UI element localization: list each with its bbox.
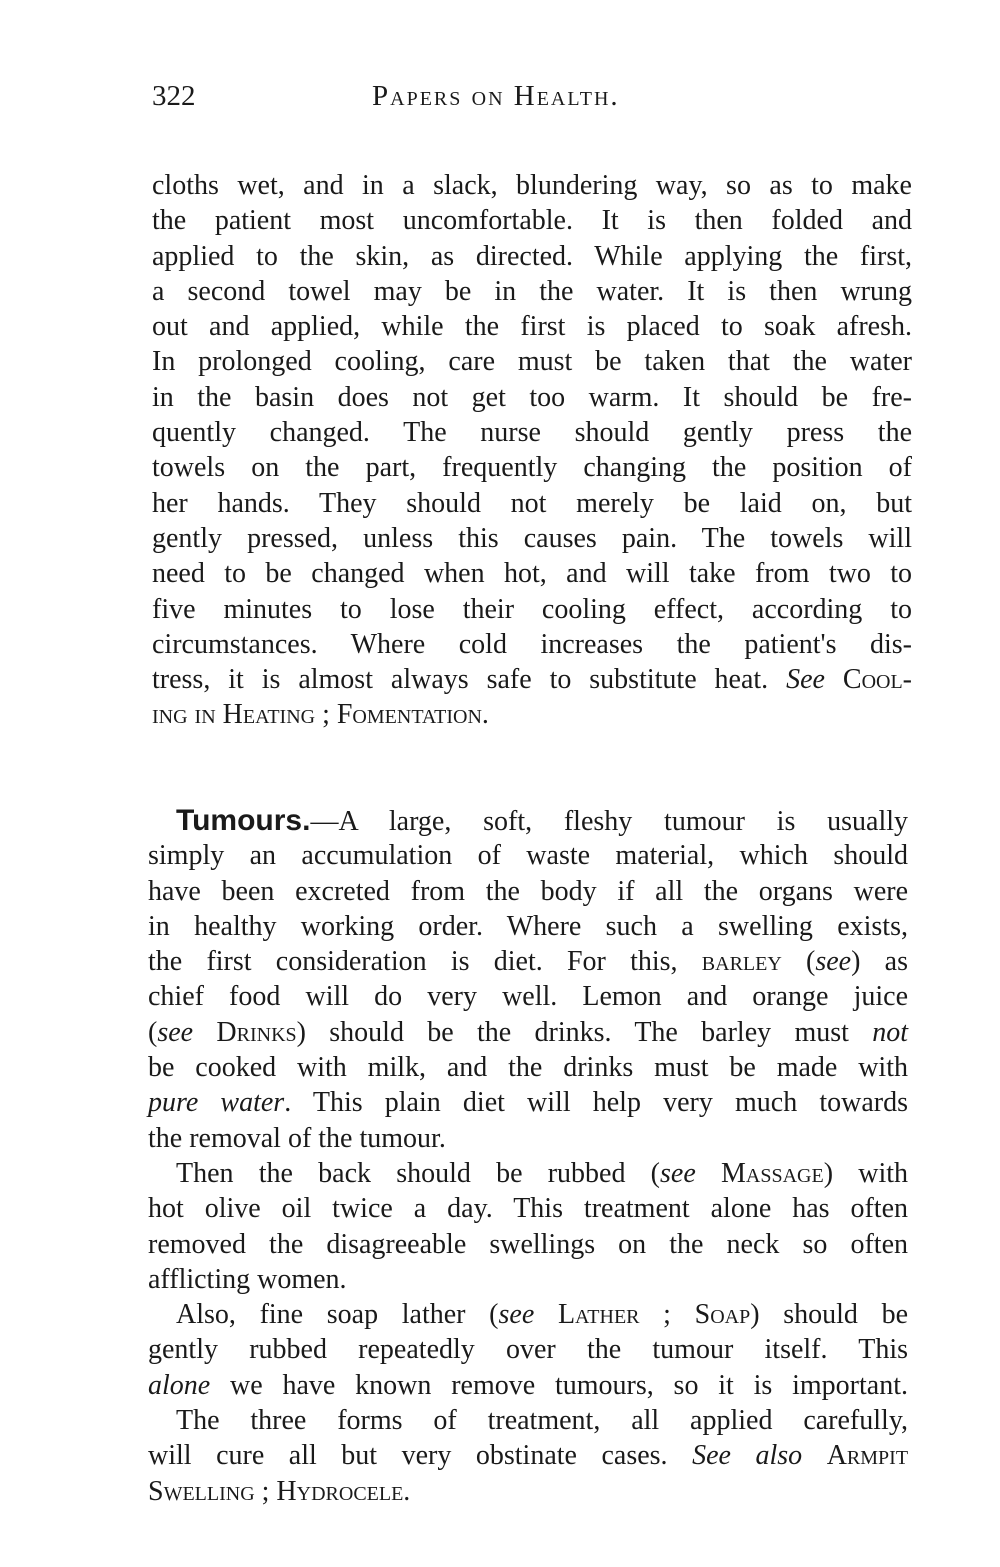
text-line — [152, 415, 912, 450]
text-line — [148, 838, 908, 873]
italic-text: see — [660, 1157, 696, 1189]
text-line — [152, 380, 912, 415]
text-line — [148, 909, 908, 944]
text-run: have been excreted from the body if all the organs were — [148, 875, 908, 907]
text-run — [193, 1017, 216, 1048]
text-run — [696, 1158, 721, 1189]
text-line — [148, 1474, 908, 1509]
text-run: gently rubbed repeatedly over the tumour itself. This — [148, 1334, 908, 1366]
cross-reference: Lather ; Soap — [557, 1299, 751, 1331]
italic-text: see — [157, 1016, 194, 1048]
text-run: out and applied, while the first is placed to soak afresh. — [152, 311, 912, 343]
text-line — [148, 1191, 908, 1226]
text-run: be cooked with milk, and the drinks must be made with — [148, 1052, 908, 1084]
text-line — [148, 1156, 908, 1191]
text-run: five minutes to lose their cooling effect, according to — [152, 593, 912, 625]
cross-reference: Massage — [721, 1157, 824, 1189]
text-line — [152, 486, 912, 521]
text-line — [148, 1050, 908, 1085]
text-run — [802, 1440, 827, 1471]
text-line — [148, 1262, 908, 1297]
text-run: ( — [148, 1016, 158, 1048]
text-line — [152, 239, 912, 274]
page-number: 322 — [152, 80, 196, 112]
entry-tumours — [148, 803, 908, 1509]
text-run: gently pressed, unless this causes pain. The towels will — [152, 522, 912, 554]
text-line — [152, 662, 912, 697]
text-run: ) as — [851, 946, 909, 978]
text-line — [148, 1368, 908, 1403]
text-line — [148, 1085, 908, 1120]
text-run: Then the back should be rubbed ( — [176, 1157, 661, 1189]
text-run: the first consideration is diet. For this, — [148, 946, 702, 978]
paragraph-cooling — [152, 168, 912, 733]
text-run: circumstances. Where cold increases the patient's dis- — [152, 628, 912, 660]
text-run: applied to the skin, as directed. While applying the first, — [152, 240, 912, 272]
text-line — [148, 1015, 908, 1050]
text-run: her hands. They should not merely be laid on, but — [152, 487, 912, 519]
text-run — [534, 1299, 558, 1330]
text-run: need to be changed when hot, and will take from two to — [152, 558, 912, 590]
text-run: tress, it is almost always safe to substitute heat. — [152, 664, 787, 696]
text-run: the patient most uncomfortable. It is then folded and — [152, 205, 912, 237]
text-line — [152, 274, 912, 309]
text-line — [152, 697, 912, 732]
text-run: simply an accumulation of waste material, which should — [148, 840, 908, 872]
text-run: ) should be — [750, 1299, 908, 1331]
text-run: we have known remove tumours, so it is important. — [210, 1369, 908, 1401]
entry-heading: Tumours. — [176, 804, 311, 837]
text-line — [148, 1121, 908, 1156]
italic-text: see — [815, 946, 852, 978]
italic-text: not — [872, 1016, 908, 1048]
text-run: ) with — [823, 1157, 909, 1189]
text-run: afflicting women. — [148, 1263, 347, 1295]
cross-reference: barley — [701, 946, 782, 978]
text-line — [148, 1332, 908, 1367]
text-run: towels on the part, frequently changing the position of — [152, 452, 912, 484]
cross-reference: Cool- — [842, 664, 912, 696]
italic-text: pure water — [148, 1087, 285, 1119]
text-run: chief food will do very well. Lemon and orange juice — [148, 981, 908, 1013]
cross-reference: Swelling ; Hydrocele. — [148, 1475, 411, 1507]
text-run: a second towel may be in the water. It is then wrung — [152, 275, 912, 307]
text-run: ( — [781, 946, 816, 978]
italic-text: alone — [148, 1369, 211, 1401]
text-run: The three forms of treatment, all applied carefully, — [176, 1405, 908, 1437]
text-run: quently changed. The nurse should gently press the — [152, 417, 912, 449]
text-line — [148, 874, 908, 909]
text-run: —A large, soft, fleshy tumour is usually — [310, 806, 908, 837]
text-run: . This plain diet will help very much towards — [284, 1087, 908, 1119]
text-line — [148, 1297, 908, 1332]
italic-text: See — [786, 664, 825, 696]
text-line — [152, 556, 912, 591]
italic-text: see — [498, 1299, 535, 1331]
text-run: will cure all but very obstinate cases. — [148, 1440, 693, 1472]
italic-text: See also — [692, 1440, 803, 1472]
text-run: hot olive oil twice a day. This treatment alone has often — [148, 1193, 908, 1225]
text-line — [152, 592, 912, 627]
text-run — [825, 664, 843, 695]
text-run: the removal of the tumour. — [148, 1122, 446, 1154]
text-line — [148, 803, 908, 838]
text-line — [148, 944, 908, 979]
cross-reference: ing in Heating ; Fomentation. — [152, 699, 489, 731]
text-run: ) should be the drinks. The barley must — [296, 1016, 873, 1048]
text-run: cloths wet, and in a slack, blundering way, so as to make — [152, 170, 912, 201]
text-run: in the basin does not get too warm. It should be fre- — [152, 381, 912, 413]
text-run: removed the disagreeable swellings on the neck so often — [148, 1228, 908, 1260]
text-line — [152, 627, 912, 662]
text-line — [152, 309, 912, 344]
text-line — [152, 521, 912, 556]
cross-reference: Drinks — [216, 1016, 297, 1048]
running-title: Papers on Health. — [372, 80, 620, 112]
text-run: In prolonged cooling, care must be taken that the water — [152, 346, 912, 378]
text-line — [148, 1227, 908, 1262]
text-line — [152, 168, 912, 203]
text-line — [152, 203, 912, 238]
cross-reference: Armpit — [826, 1440, 909, 1472]
text-run: Also, fine soap lather ( — [176, 1299, 499, 1331]
text-line — [152, 450, 912, 485]
text-line — [148, 1438, 908, 1473]
text-line — [152, 344, 912, 379]
text-line — [148, 979, 908, 1014]
text-run: in healthy working order. Where such a swelling exists, — [148, 910, 908, 942]
text-line — [148, 1403, 908, 1438]
